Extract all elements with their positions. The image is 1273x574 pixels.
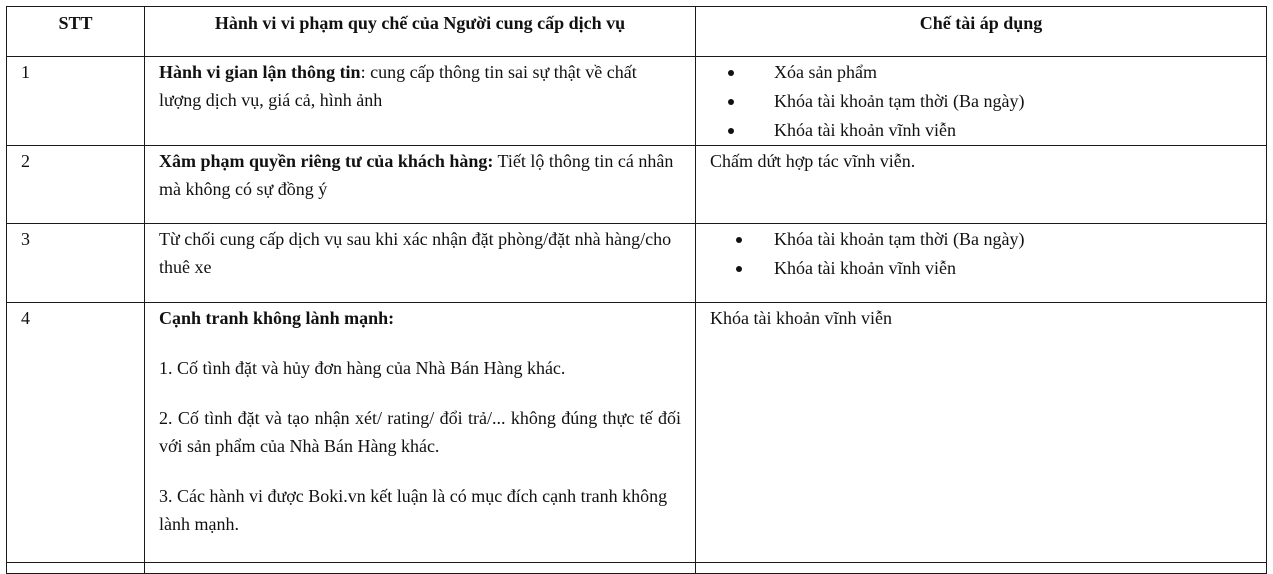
penalty-item [710, 225, 1252, 254]
row-number: 3 [7, 224, 145, 303]
violation-item: 3. Các hành vi được Boki.vn kết luận là có mục đích cạnh tranh không lành mạnh. [159, 486, 668, 534]
bullet-icon [736, 266, 742, 272]
penalty-item-text: Khóa tài khoản vĩnh viễn [774, 120, 956, 140]
penalty-item-text: Khóa tài khoản tạm thời (Ba ngày) [774, 91, 1025, 111]
table-row [7, 224, 1267, 303]
penalty-cell: Chấm dứt hợp tác vĩnh viễn. [696, 146, 1267, 224]
header-violation: Hành vi vi phạm quy chế của Người cung cấp dịch vụ [145, 7, 696, 57]
violation-description: Tiết lộ thông tin cá nhân mà không có sự đồng ý [159, 151, 674, 199]
violation-cell [145, 303, 696, 563]
penalty-list [710, 225, 1252, 283]
violation-item: 1. Cố tình đặt và hủy đơn hàng của Nhà Bán Hàng khác. [159, 358, 566, 378]
penalty-item-text: Khóa tài khoản tạm thời (Ba ngày) [774, 229, 1025, 249]
violation-cell [145, 146, 696, 224]
penalty-item [710, 58, 1252, 87]
violation-title: Xâm phạm quyền riêng tư của khách hàng: [159, 151, 494, 171]
violation-description: : cung cấp thông tin sai sự thật về chất lượng dịch vụ, giá cả, hình ảnh [159, 62, 637, 110]
penalty-item [710, 116, 1252, 145]
row-number: 1 [7, 57, 145, 146]
penalty-item [710, 254, 1252, 283]
header-row [7, 7, 1267, 57]
penalty-item [710, 87, 1252, 116]
table-row [7, 57, 1267, 146]
violation-cell: Từ chối cung cấp dịch vụ sau khi xác nhận đặt phòng/đặt nhà hàng/cho thuê xe [145, 224, 696, 303]
table-row-partial [7, 563, 1267, 574]
row-number: 2 [7, 146, 145, 224]
bullet-icon [728, 99, 734, 105]
penalty-cell: Khóa tài khoản vĩnh viễn [696, 303, 1267, 563]
penalty-cell [696, 224, 1267, 303]
penalty-list [710, 58, 1252, 145]
penalty-cell [696, 57, 1267, 146]
bullet-icon [728, 128, 734, 134]
violation-title: Cạnh tranh không lành mạnh: [159, 308, 395, 328]
header-stt: STT [7, 7, 145, 57]
bullet-icon [736, 237, 742, 243]
row-number: 4 [7, 303, 145, 563]
violation-cell [145, 57, 696, 146]
table-row [7, 303, 1267, 563]
violation-title: Hành vi gian lận thông tin [159, 62, 361, 82]
header-penalty: Chế tài áp dụng [696, 7, 1267, 57]
penalty-item-text: Khóa tài khoản vĩnh viễn [774, 258, 956, 278]
table-row [7, 146, 1267, 224]
violation-item: 2. Cố tình đặt và tạo nhận xét/ rating/ đổi trả/... không đúng thực tế đối với sản phẩm của Nhà Bán Hàng khác. [159, 408, 681, 456]
penalty-item-text: Xóa sản phẩm [774, 62, 877, 82]
bullet-icon [728, 70, 734, 76]
penalty-table [6, 6, 1267, 574]
